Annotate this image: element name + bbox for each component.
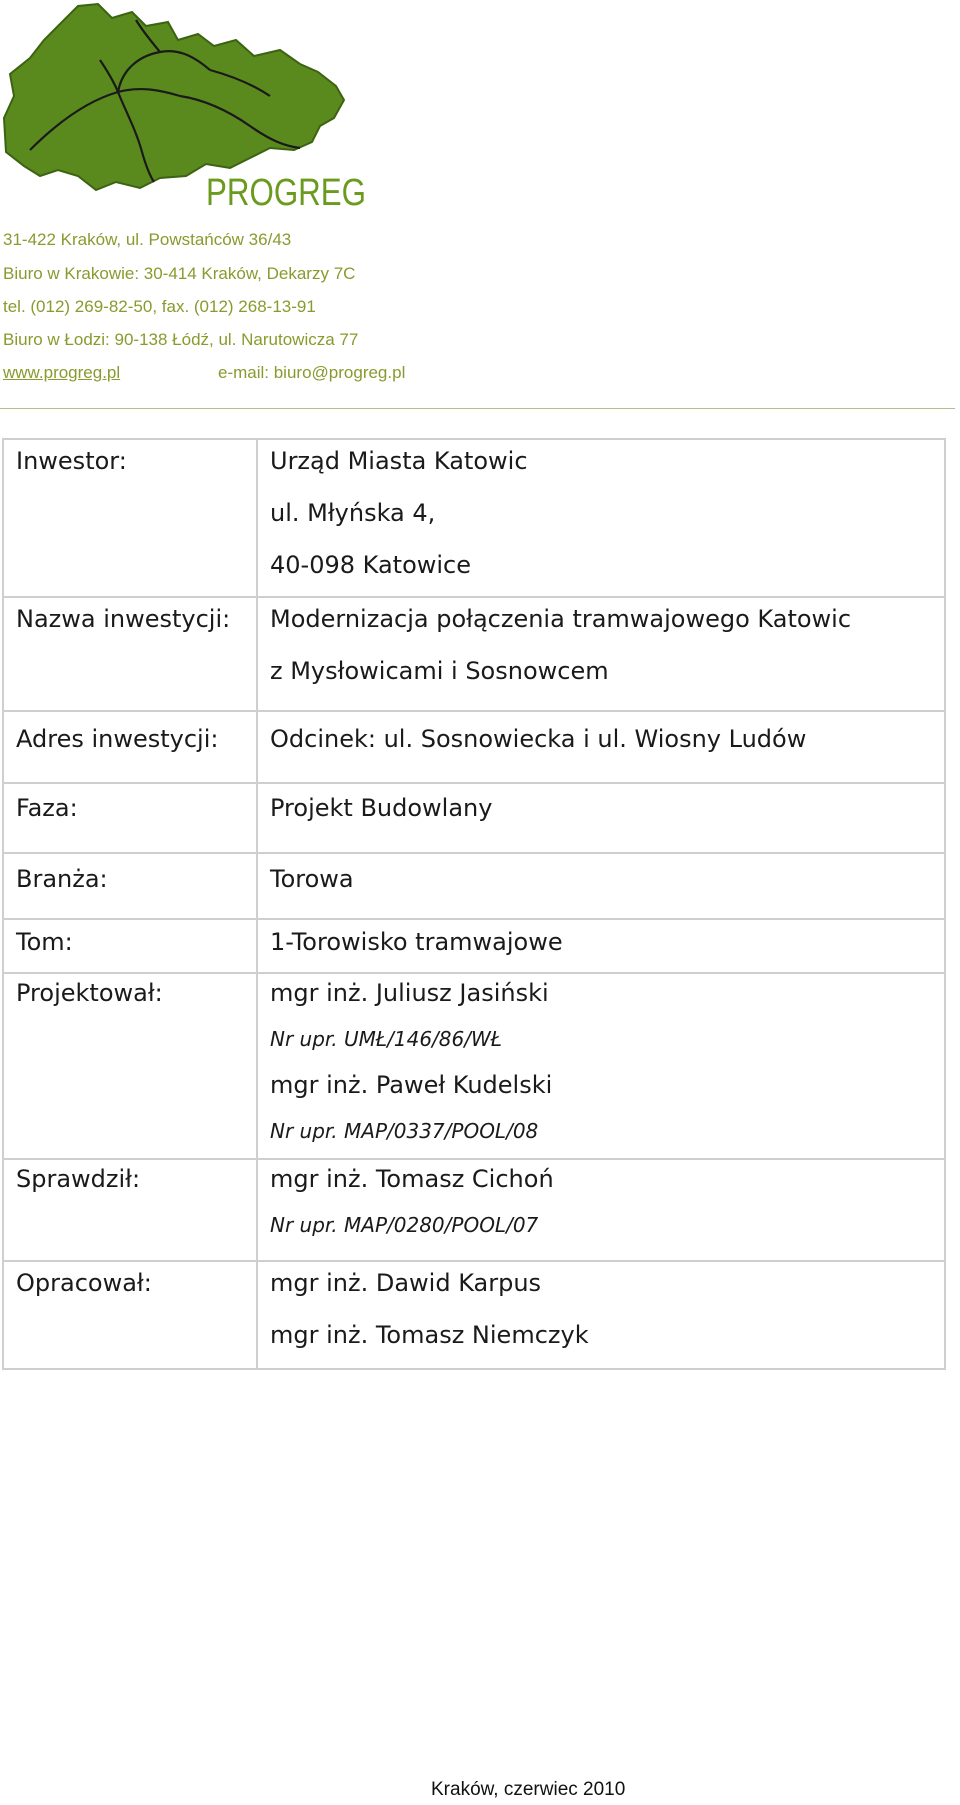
table-row-prepared-by [3, 1261, 945, 1369]
phone-fax: tel. (012) 269-82-50, fax. (012) 268-13-91 [3, 297, 316, 316]
investment-name-label: Nazwa inwestycji: [16, 605, 231, 633]
value-cell [257, 783, 945, 853]
designer-1-name: mgr inż. Juliusz Jasiński [270, 979, 549, 1007]
krakow-map-logo-graphic [0, 0, 372, 212]
value-cell [257, 711, 945, 783]
company-address: 31-422 Kraków, ul. Powstańców 36/43 [3, 230, 292, 249]
investor-city: 40-098 Katowice [270, 551, 472, 579]
label-cell [3, 1261, 257, 1369]
value-cell [257, 1159, 945, 1261]
footer-place-date: Kraków, czerwiec 2010 [431, 1779, 626, 1800]
value-cell [257, 853, 945, 919]
table-row-investment-name [3, 597, 945, 711]
label-cell [3, 783, 257, 853]
investment-address-value: Odcinek: ul. Sosnowiecka i ul. Wiosny Ludów [270, 725, 807, 753]
branch-label: Branża: [16, 865, 108, 893]
table-row-investor [3, 439, 945, 597]
table-row-phase [3, 783, 945, 853]
value-cell [257, 919, 945, 973]
table-row-volume [3, 919, 945, 973]
website-link[interactable]: www.progreg.pl [3, 363, 121, 382]
email-address[interactable]: e-mail: biuro@progreg.pl [218, 363, 406, 382]
project-info-table [2, 438, 946, 1370]
label-cell [3, 919, 257, 973]
investor-label: Inwestor: [16, 447, 127, 475]
label-cell [3, 973, 257, 1159]
krakow-office-address: Biuro w Krakowie: 30-414 Kraków, Dekarzy 7C [3, 264, 356, 283]
value-cell [257, 597, 945, 711]
table-row-branch [3, 853, 945, 919]
investment-name-line-2: z Mysłowicami i Sosnowcem [270, 657, 609, 685]
investor-street: ul. Młyńska 4, [270, 499, 436, 527]
investor-name: Urząd Miasta Katowic [270, 447, 528, 475]
investment-name-line-1: Modernizacja połączenia tramwajowego Katowic [270, 605, 852, 633]
table-row-designed-by [3, 973, 945, 1159]
investment-address-label: Adres inwestycji: [16, 725, 219, 753]
value-cell [257, 973, 945, 1159]
preparer-1-name: mgr inż. Dawid Karpus [270, 1269, 542, 1297]
label-cell [3, 711, 257, 783]
checker-name: mgr inż. Tomasz Cichoń [270, 1165, 554, 1193]
lodz-office-address: Biuro w Łodzi: 90-138 Łódź, ul. Narutowicza 77 [3, 330, 359, 349]
table-row-investment-address [3, 711, 945, 783]
designed-by-label: Projektował: [16, 979, 163, 1007]
volume-label: Tom: [16, 928, 73, 956]
label-cell [3, 1159, 257, 1261]
checker-license: Nr upr. MAP/0280/POOL/07 [270, 1213, 539, 1237]
branch-value: Torowa [270, 865, 354, 893]
phase-value: Projekt Budowlany [270, 794, 493, 822]
krakow-district-map-shape [4, 4, 344, 190]
web-contact-row [3, 363, 603, 383]
value-cell [257, 1261, 945, 1369]
value-cell [257, 439, 945, 597]
designer-1-license: Nr upr. UMŁ/146/86/WŁ [270, 1027, 503, 1051]
checked-by-label: Sprawdził: [16, 1165, 141, 1193]
designer-2-license: Nr upr. MAP/0337/POOL/08 [270, 1119, 539, 1143]
volume-value: 1-Torowisko tramwajowe [270, 928, 563, 956]
designer-2-name: mgr inż. Paweł Kudelski [270, 1071, 553, 1099]
preparer-2-name: mgr inż. Tomasz Niemczyk [270, 1321, 589, 1349]
phase-label: Faza: [16, 794, 78, 822]
progreg-logo [0, 0, 372, 212]
table-row-checked-by [3, 1159, 945, 1261]
label-cell [3, 597, 257, 711]
label-cell [3, 439, 257, 597]
prepared-by-label: Opracował: [16, 1269, 152, 1297]
header-divider [0, 408, 955, 409]
logo-wordmark: PROGREG [206, 172, 366, 214]
label-cell [3, 853, 257, 919]
